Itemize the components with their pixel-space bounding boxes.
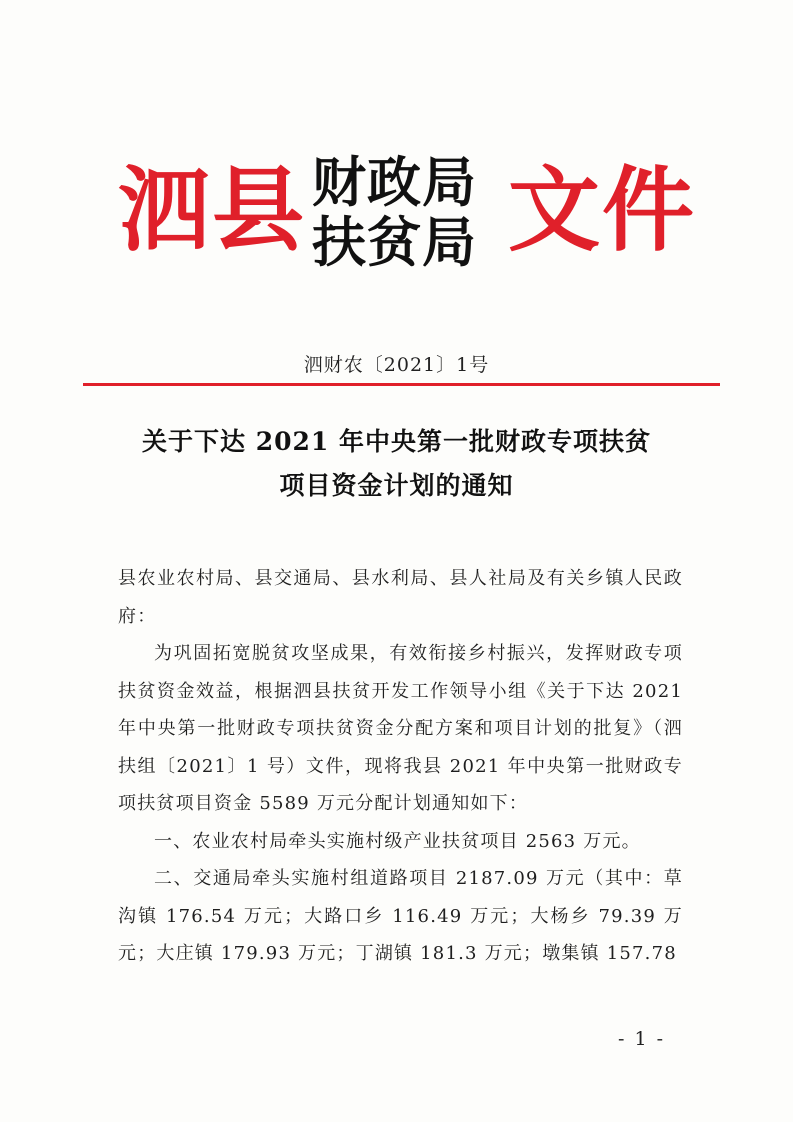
title-line-2: 项目资金计划的通知 — [279, 471, 514, 500]
title-line-1: 关于下达 2021 年中央第一批财政专项扶贫 — [142, 427, 651, 456]
masthead-issuer-finance: 财政局 — [312, 150, 477, 214]
document-title — [0, 420, 793, 508]
item-one: 一、农业农村局牵头实施村级产业扶贫项目 2563 万元。 — [154, 830, 641, 852]
masthead-issuer-poverty: 扶贫局 — [312, 210, 477, 274]
item-two: 二、交通局牵头实施村组道路项目 2187.09 万元（其中：草沟镇 176.54 万元；大路口乡 116.49 万元；大杨乡 79.39 万元；大庄镇 179.93 万元；丁湖镇 181.3 万元；墩集镇 157.78 — [118, 868, 683, 964]
masthead — [0, 140, 793, 280]
addressee: 县农业农村局、县交通局、县水利局、县人社局及有关乡镇人民政府： — [118, 568, 683, 627]
masthead-document-label: 文件 — [508, 156, 697, 264]
paragraph-intro: 为巩固拓宽脱贫攻坚成果，有效衔接乡村振兴，发挥财政专项扶贫资金效益，根据泗县扶贫开发工作领导小组《关于下达 2021 年中央第一批财政专项扶贫资金分配方案和项目计划的批复》（泗扶组〔2021〕1 号）文件，现将我县 2021 年中央第一批财政专项扶贫项目资金 5589 万元分配计划通知如下： — [118, 643, 683, 814]
document-number: 泗财农〔2021〕1号 — [303, 354, 490, 376]
document-body — [118, 560, 683, 973]
masthead-issuers — [312, 152, 502, 272]
masthead-county: 泗县 — [118, 156, 307, 264]
page-number: - 1 - — [618, 1028, 666, 1050]
red-divider — [83, 383, 720, 386]
